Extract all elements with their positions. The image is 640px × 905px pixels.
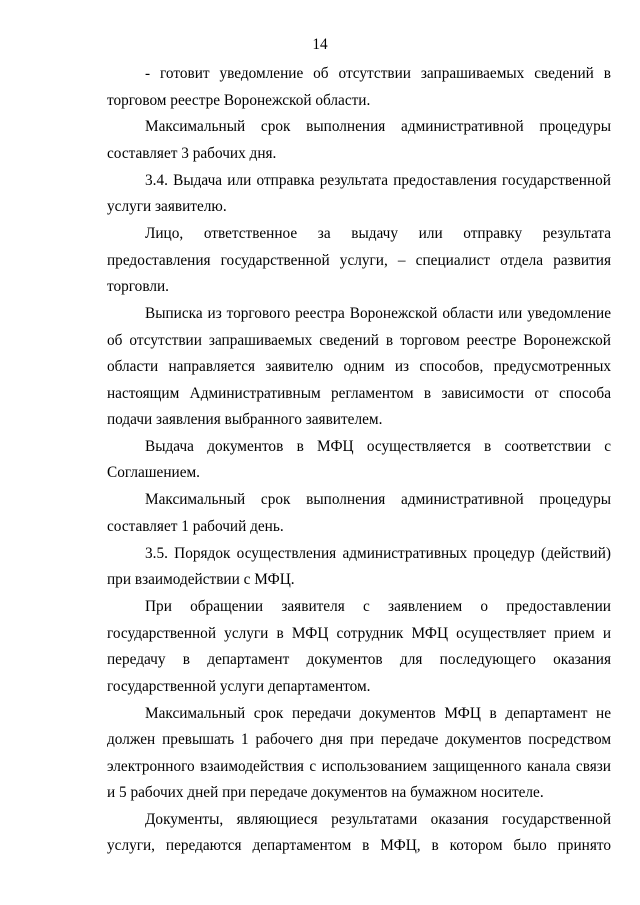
- page-number: 14: [312, 36, 328, 53]
- paragraph-section-3-4: 3.4. Выдача или отправка результата предоставления государственной услуги заявителю.: [107, 171, 611, 216]
- document-body: [107, 61, 611, 860]
- paragraph-max-term-3-days: Максимальный срок выполнения административной процедуры составляет 3 рабочих дня.: [107, 118, 611, 162]
- paragraph-responsible-person: Лицо, ответственное за выдачу или отправку результата предоставления государственной услуги, – специалист отдела развития торговли.: [107, 225, 611, 296]
- paragraph-mfc-issuance: Выдача документов в МФЦ осуществляется в соответствии с Соглашением.: [107, 437, 611, 482]
- paragraph-results-transfer: Документы, являющиеся результатами оказания государственной услуги, передаются департаментом в МФЦ, в котором было принято: [107, 810, 611, 855]
- paragraph-section-3-5: 3.5. Порядок осуществления административных процедур (действий) при взаимодействии с МФЦ.: [107, 544, 611, 589]
- paragraph-mfc-transfer-term: Максимальный срок передачи документов МФЦ в департамент не должен превышать 1 рабочего дня при передаче документов посредством электронного взаимодействия с использованием защищенного канала связи и 5 рабочих дней при передаче документов на бумажном носителе.: [107, 704, 611, 802]
- paragraph-mfc-appeal: При обращении заявителя с заявлением о предоставлении государственной услуги в МФЦ сотрудник МФЦ осуществляет прием и передачу в департамент документов для последующего оказания государственной услуги департаментом.: [107, 598, 611, 695]
- paragraph-notification: - готовит уведомление об отсутствии запрашиваемых сведений в торговом реестре Воронежской области.: [107, 65, 611, 109]
- paragraph-max-term-1-day: Максимальный срок выполнения административной процедуры составляет 1 рабочий день.: [107, 491, 611, 535]
- paragraph-extract-delivery: Выписка из торгового реестра Воронежской области или уведомление об отсутствии запрашиваемых сведений в торговом реестре Воронежской области направляется заявителю одним из способов, предусмотренных настоящим Административным регламентом в зависимости от способа подачи заявления выбранного заявителем.: [107, 305, 611, 429]
